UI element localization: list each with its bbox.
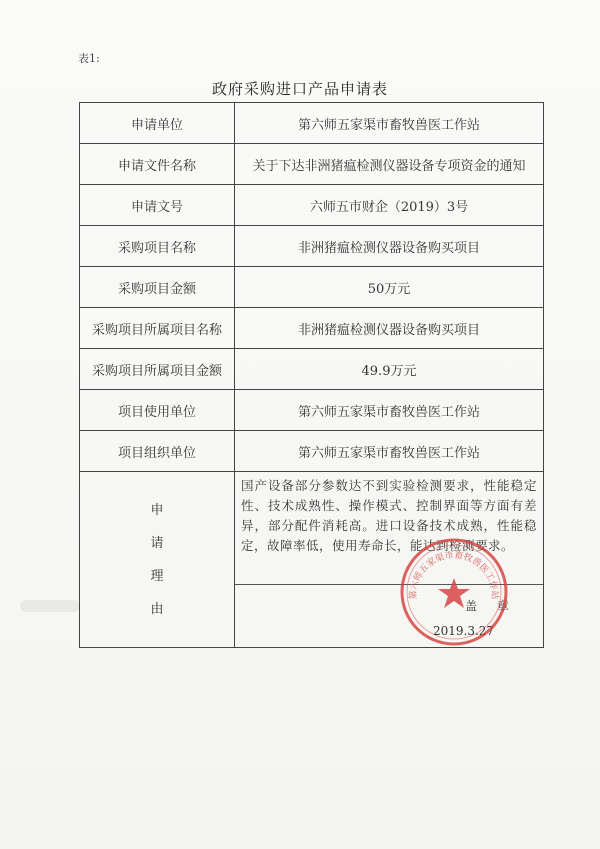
form-row xyxy=(80,308,544,349)
form-row xyxy=(80,349,544,390)
form-row xyxy=(80,267,544,308)
row-value: 非洲猪瘟检测仪器设备购买项目 xyxy=(235,226,544,267)
scan-smudge xyxy=(20,600,80,612)
form-row xyxy=(80,390,544,431)
row-value: 50万元 xyxy=(235,267,544,308)
reason-label-char: 由 xyxy=(150,601,164,617)
form-row xyxy=(80,103,544,144)
row-label: 申请单位 xyxy=(80,103,235,144)
form-row xyxy=(80,144,544,185)
row-value: 第六师五家渠市畜牧兽医工作站 xyxy=(235,390,544,431)
row-label: 申请文号 xyxy=(80,185,235,226)
seal-text: 第六师五家渠市畜牧兽医工作站 xyxy=(408,550,500,600)
row-value: 非洲猪瘟检测仪器设备购买项目 xyxy=(235,308,544,349)
reason-label-char: 理 xyxy=(150,568,164,584)
row-label: 项目组织单位 xyxy=(80,431,235,472)
stamp-label: 盖 章 xyxy=(465,599,517,613)
row-label: 采购项目所属项目名称 xyxy=(80,308,235,349)
reason-label xyxy=(80,472,235,648)
form-row xyxy=(80,431,544,472)
row-value: 关于下达非洲猪瘟检测仪器设备专项资金的通知 xyxy=(235,144,544,185)
row-value: 49.9万元 xyxy=(235,349,544,390)
sign-date: 2019.3.27 xyxy=(433,624,495,638)
row-label: 采购项目所属项目金额 xyxy=(80,349,235,390)
reason-text: 国产设备部分参数达不到实验检测要求，性能稳定性、技术成熟性、操作模式、控制界面等方面有差异，部分配件消耗高。进口设备技术成熟，性能稳定，故障率低，使用寿命长，能达到检测要求。 xyxy=(241,478,537,553)
row-value: 第六师五家渠市畜牧兽医工作站 xyxy=(235,431,544,472)
table-number-note: 表1: xyxy=(78,52,100,65)
form-title: 政府采购进口产品申请表 xyxy=(211,80,388,98)
row-label: 申请文件名称 xyxy=(80,144,235,185)
row-value: 六师五市财企（2019）3号 xyxy=(235,185,544,226)
reason-label-char: 申 xyxy=(150,502,164,518)
official-seal-icon xyxy=(398,536,510,648)
reason-label-char: 请 xyxy=(150,535,164,551)
row-label: 采购项目金额 xyxy=(80,267,235,308)
row-value: 第六师五家渠市畜牧兽医工作站 xyxy=(235,103,544,144)
form-row xyxy=(80,185,544,226)
row-label: 项目使用单位 xyxy=(80,390,235,431)
form-row xyxy=(80,226,544,267)
row-label: 采购项目名称 xyxy=(80,226,235,267)
